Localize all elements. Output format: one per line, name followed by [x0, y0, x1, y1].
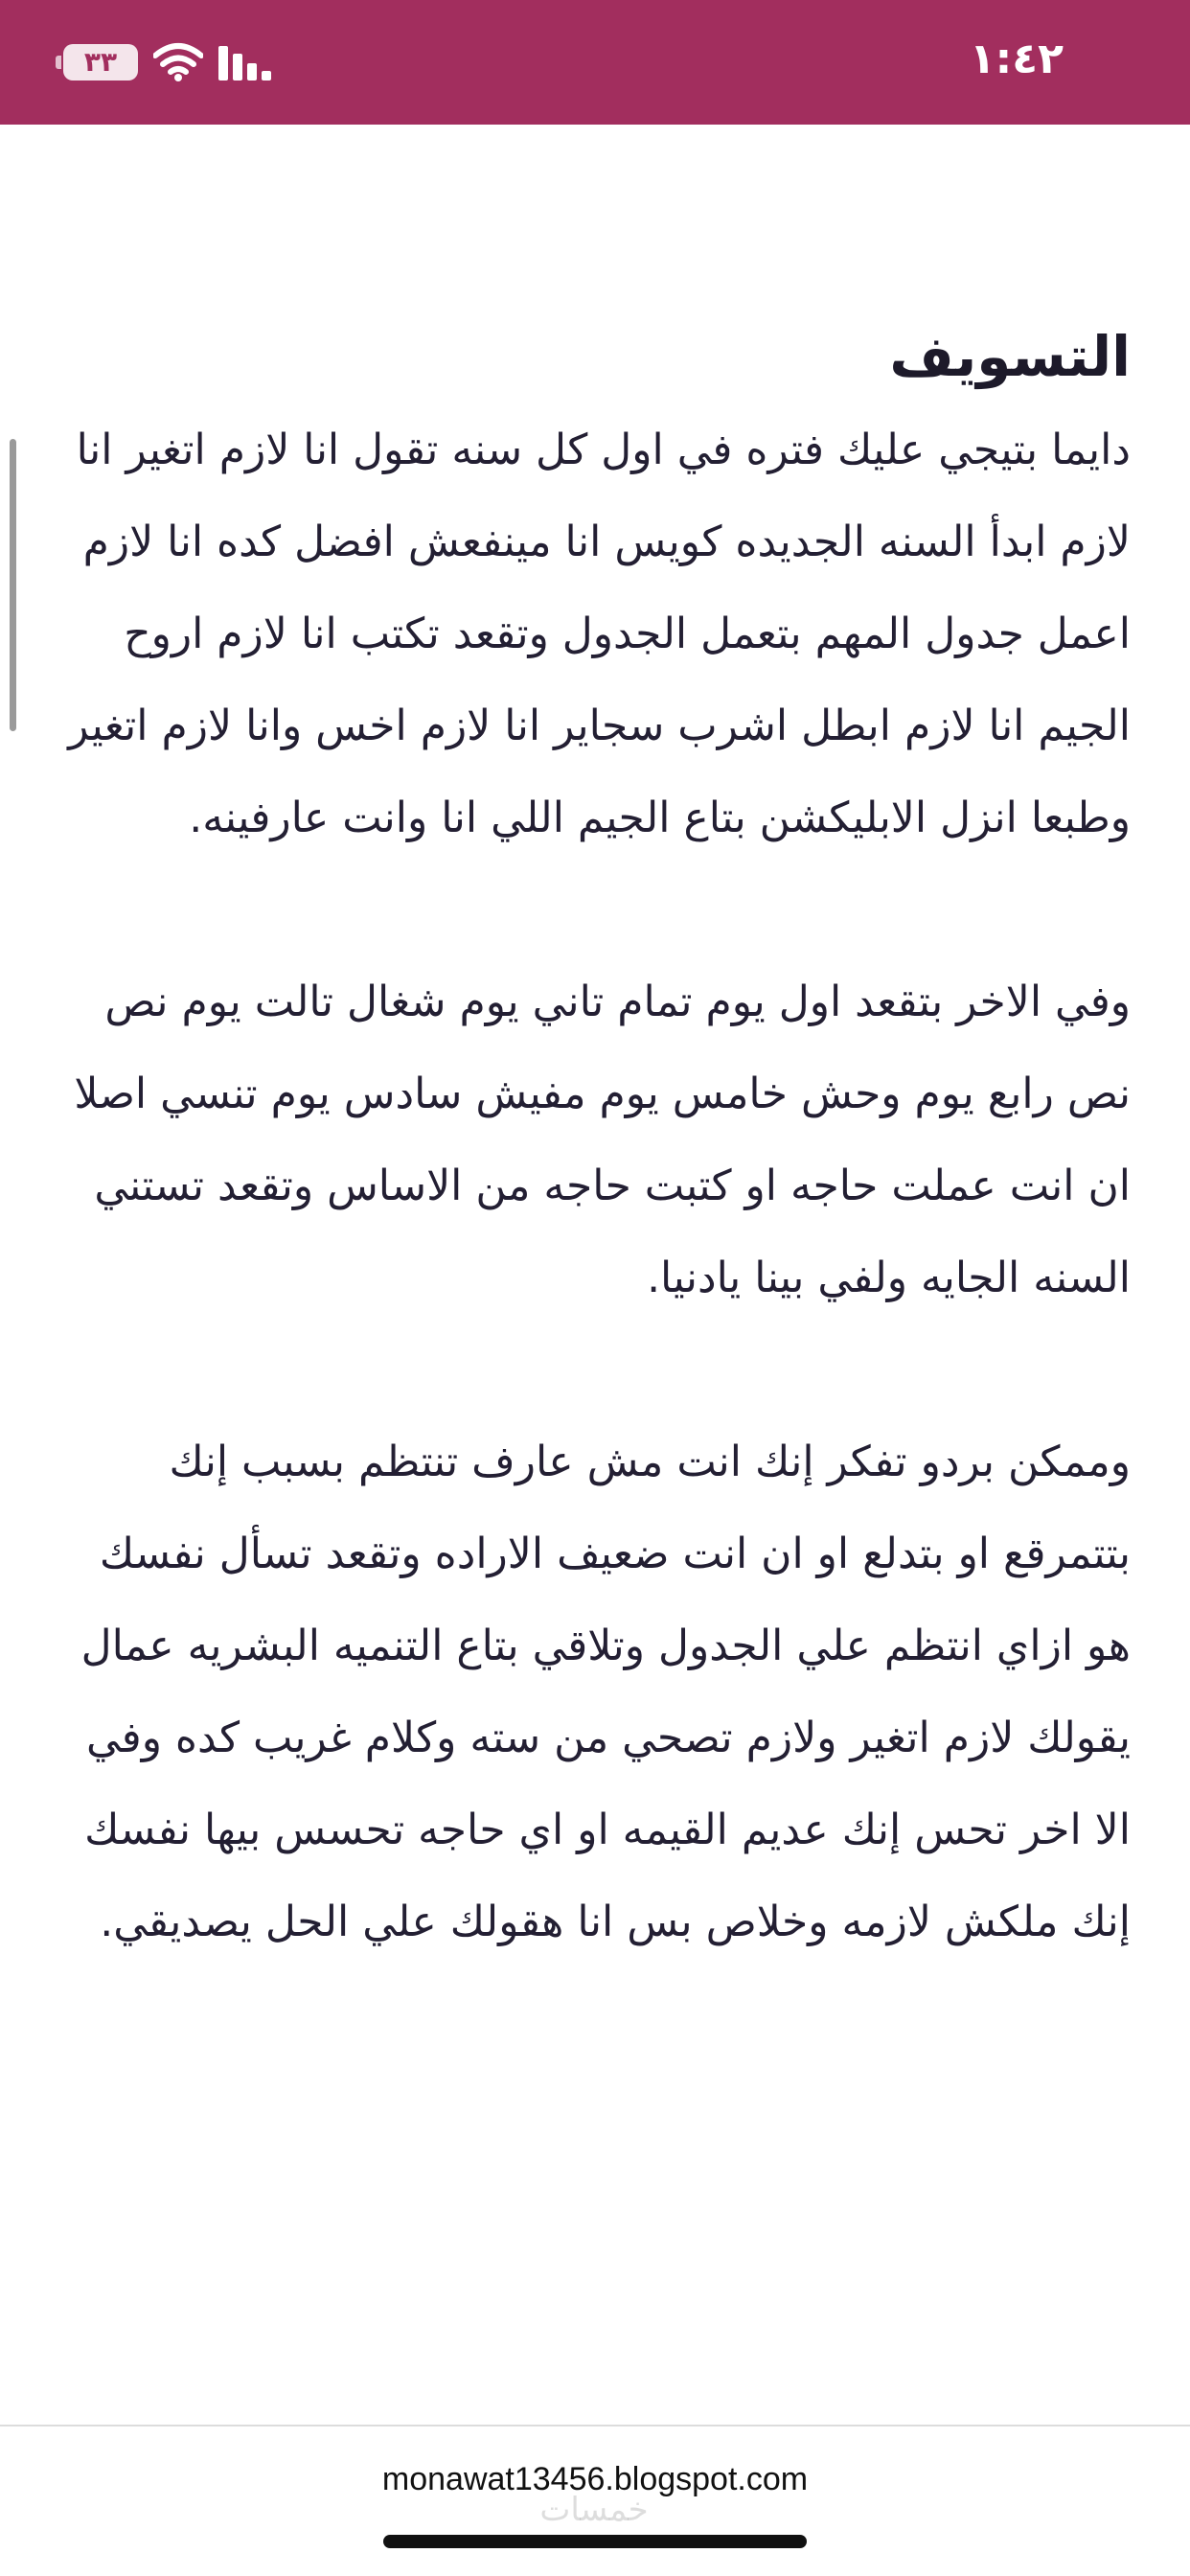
battery-level: ٣٣: [83, 46, 118, 78]
battery-icon: [63, 44, 138, 80]
home-indicator[interactable]: [383, 2535, 807, 2548]
status-bar: [0, 0, 1190, 125]
watermark: خمسات: [539, 2491, 649, 2529]
article-title: التسويف: [889, 324, 1131, 389]
article-body: [56, 309, 1131, 1968]
article-paragraph-3: وممكن بردو تفكر إنك انت مش عارف تنتظم بسبب إنك بتتمرقع او بتدلع او ان انت ضعيف الاراده وتقعد تسأل نفسك هو ازاي انتظم علي الجدول وتلاقي بتاع التنميه البشريه عمال يقولك لازم اتغير ولازم تصحي من سته وكلام غريب كده وفي الا اخر تحس إنك عديم القيمه او اي حاجه تحسس بيها نفسك إنك ملكش لازمه وخلاص بس انا هقولك علي الحل يصديقي.: [80, 1438, 1131, 1946]
signal-icon: [218, 46, 276, 80]
article-paragraph-2: وفي الاخر بتقعد اول يوم تمام تاني يوم شغال تالت يوم نص نص رابع يوم وحش خامس يوم مفيش سادس يوم تنسي اصلا ان انت عملت حاجه او كتبت حاجه من الاساس وتقعد تستني السنه الجايه ولفي بينا يادنيا.: [74, 978, 1131, 1302]
status-time: ١:٤٢: [969, 34, 1064, 83]
footer-url-link[interactable]: monawat13456.blogspot.com: [381, 2461, 809, 2497]
footer-divider: [0, 2425, 1190, 2426]
article-paragraph-1: دايما بتيجي عليك فتره في اول كل سنه تقول انا لازم اتغير انا لازم ابدأ السنه الجديده كويس انا مينفعش افضل كده انا لازم اعمل جدول المهم بتعمل الجدول وتقعد تكتب انا لازم اروح الجيم انا لازم ابطل اشرب سجاير انا لازم اخس وانا لازم اتغير وطبعا انزل الابليكشن بتاع الجيم اللي انا وانت عارفينه.: [68, 426, 1131, 842]
wifi-icon: [153, 42, 203, 82]
paragraph-spacer: [56, 1324, 1131, 1416]
paragraph-spacer: [56, 864, 1131, 956]
battery-nub: [56, 56, 61, 69]
scroll-indicator[interactable]: [10, 439, 16, 731]
